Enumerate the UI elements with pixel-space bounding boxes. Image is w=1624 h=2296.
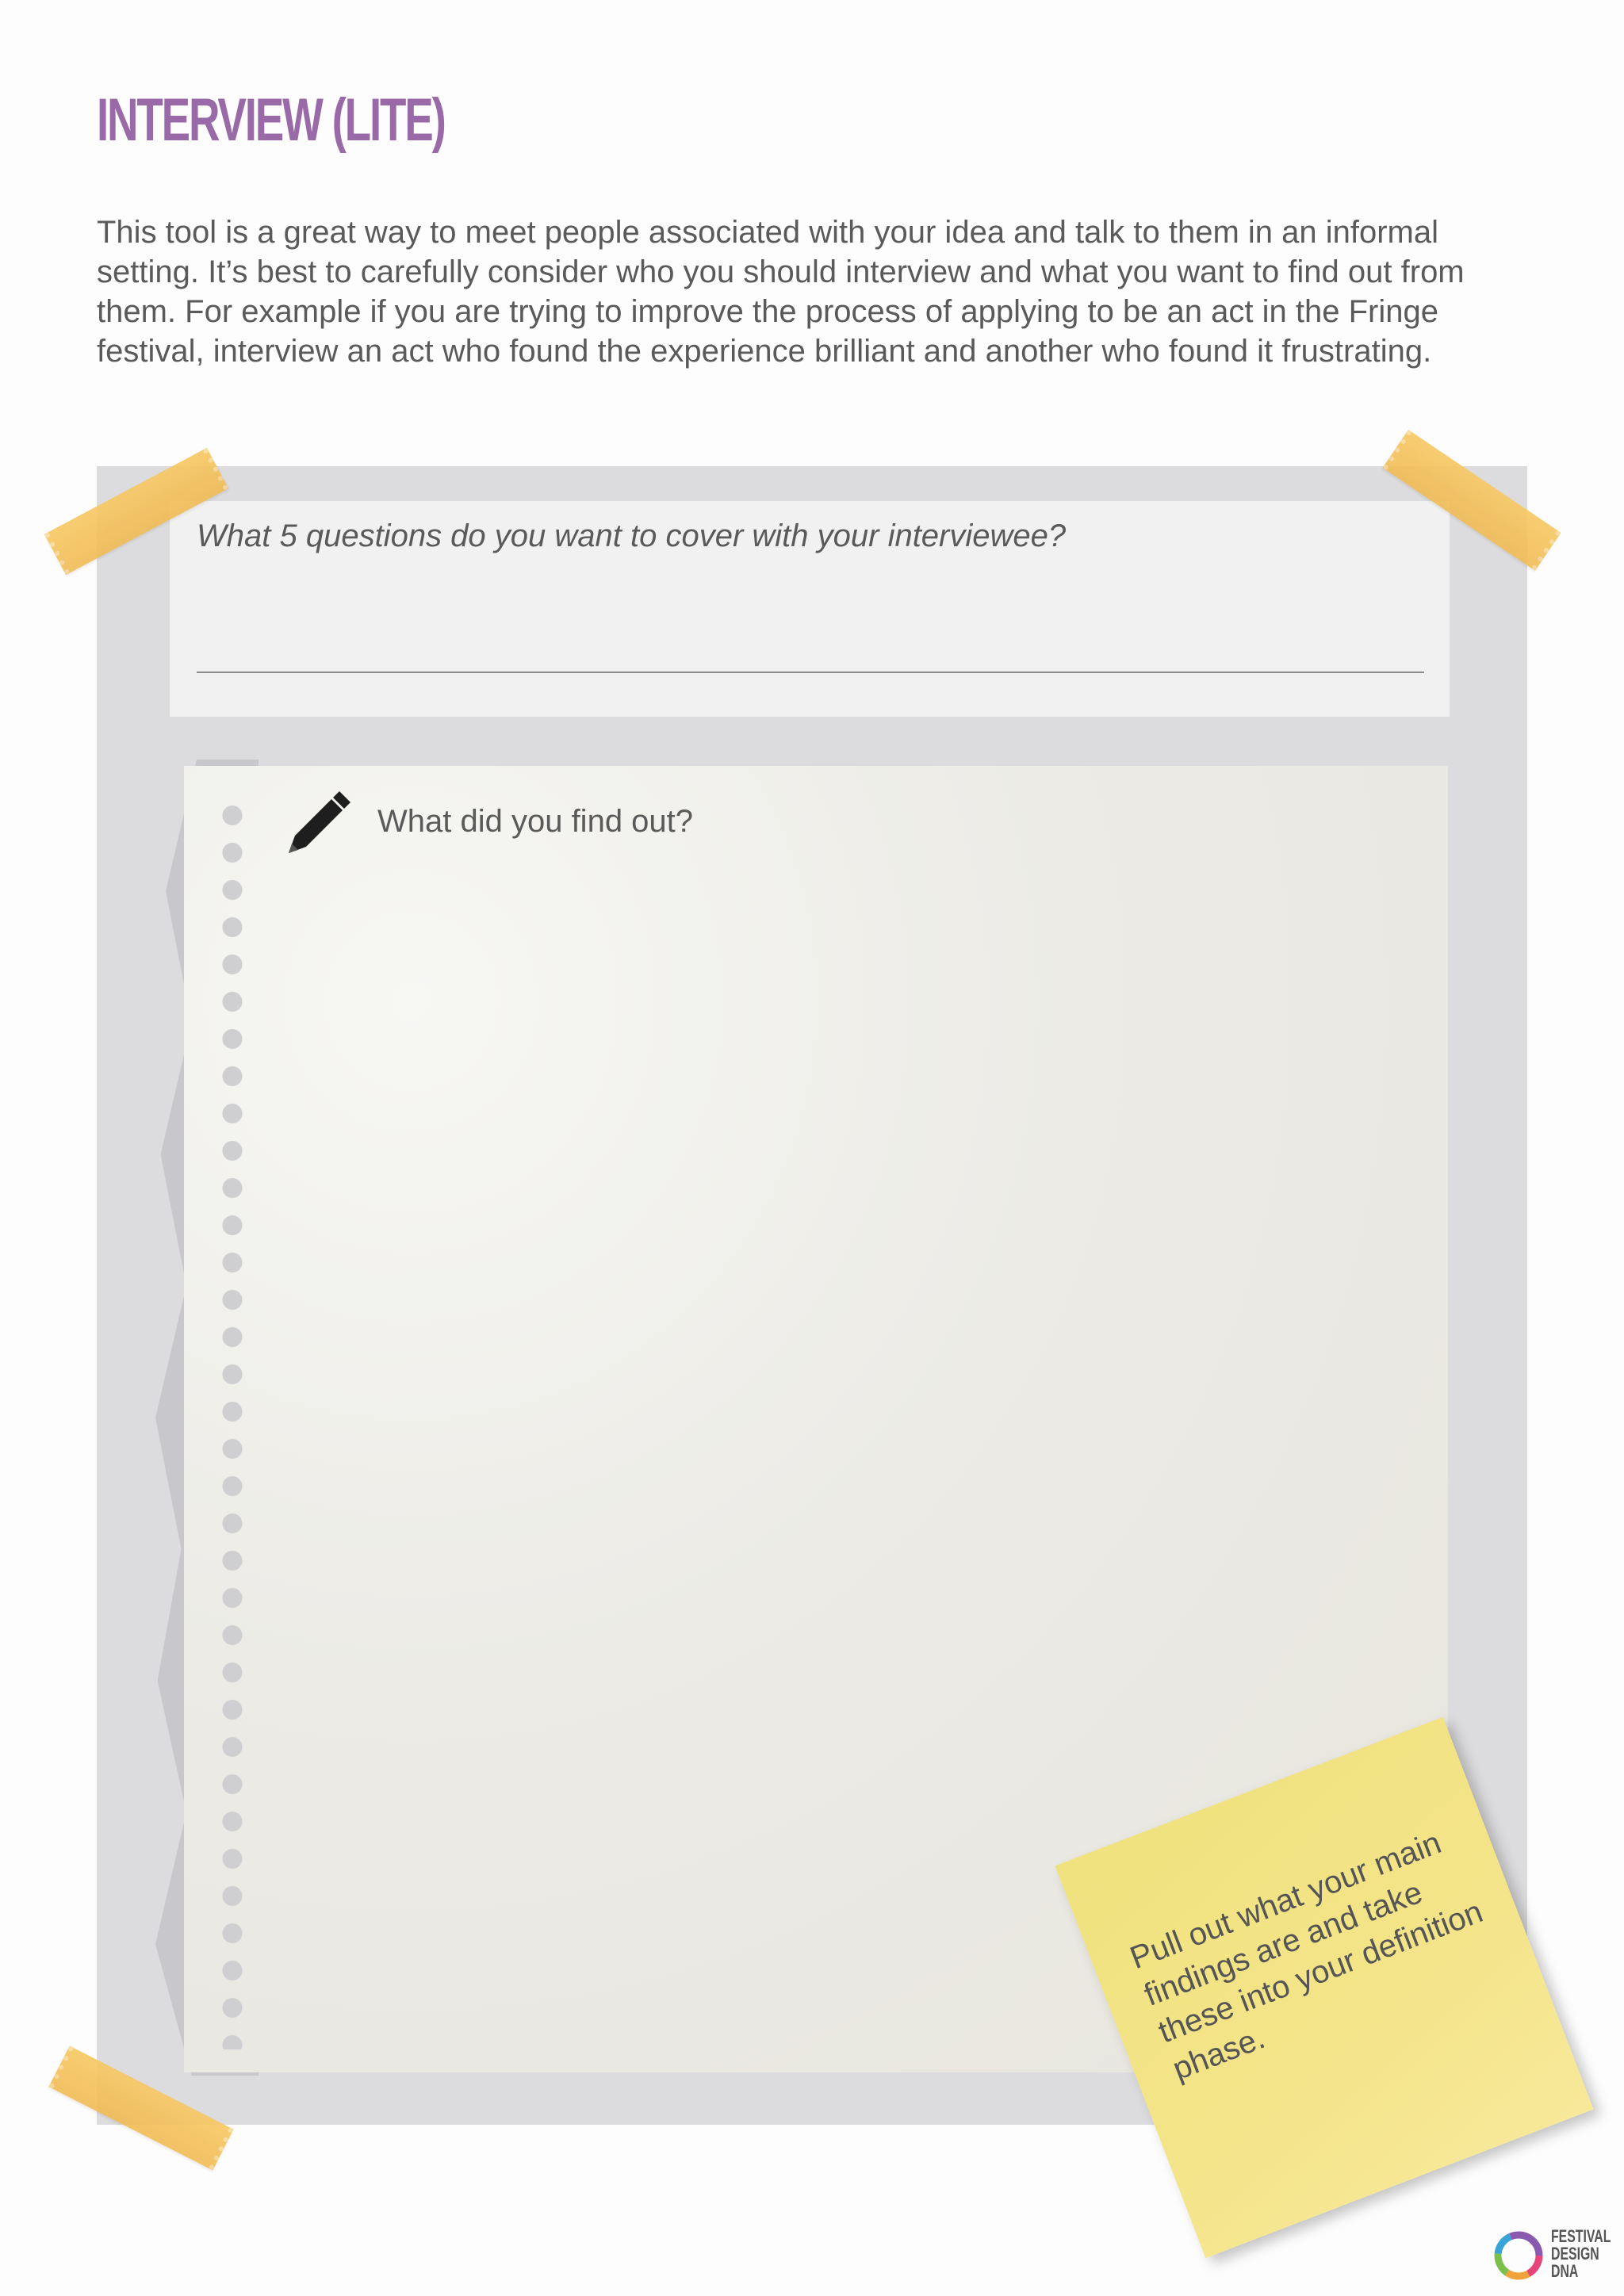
brand-wordmark: FESTIVAL DESIGN DNA <box>1551 2226 1611 2281</box>
notebook-perforation <box>214 797 251 2049</box>
sticky-note-text: Pull out what your main findings are and take these into your definition phase. <box>1125 1825 1488 2087</box>
page-title: INTERVIEW (LITE) <box>97 86 445 154</box>
question-answer-line[interactable] <box>197 672 1424 673</box>
question-prompt: What 5 questions do you want to cover with your interviewee? <box>197 519 1067 553</box>
pencil-icon <box>284 790 352 858</box>
intro-paragraph: This tool is a great way to meet people associated with your idea and talk to them in an informal setting. It’s best to carefully consider who you should interview and what you want to find out from them. For example if you are trying to improve the process of applying to be an act in the Fringe festival, interview an act who found the experience brilliant and another who found it frustrating. <box>97 215 1465 369</box>
notebook-heading: What did you find out? <box>377 804 694 839</box>
ring-logo-icon <box>1492 2229 1545 2282</box>
